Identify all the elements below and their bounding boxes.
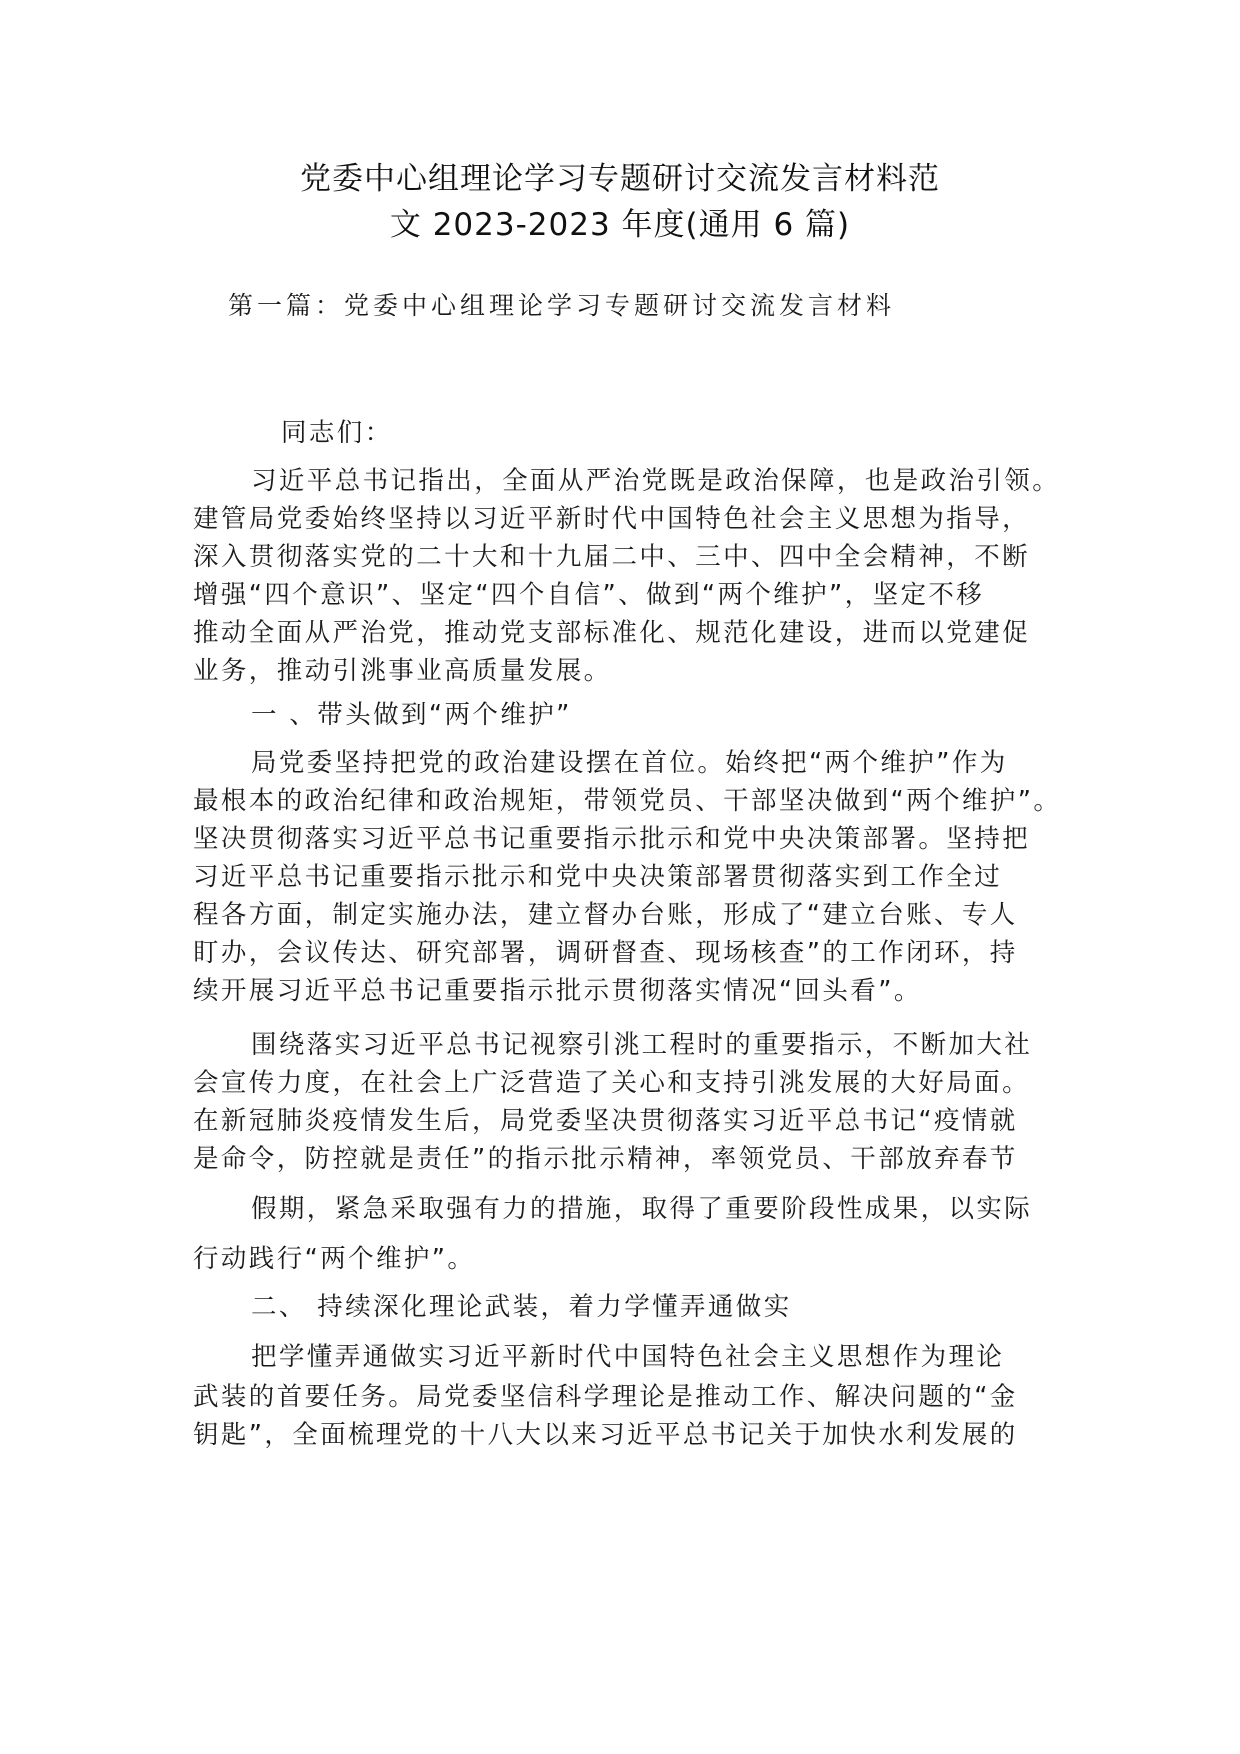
paragraph-line: 假期，紧急采取强有力的措施，取得了重要阶段性成果，以实际 [251,1194,1033,1224]
paragraph-line: 行动践行“两个维护”。 [193,1244,476,1274]
paragraph-line: 局党委坚持把党的政治建设摆在首位。始终把“两个维护”作为 [251,748,1008,778]
paragraph-line: 业务，推动引洮事业高质量发展。 [193,656,612,686]
section-subtitle: 第一篇：党委中心组理论学习专题研讨交流发言材料 [228,291,896,320]
paragraph-line: 在新冠肺炎疫情发生后，局党委坚决贯彻落实习近平总书记“疫情就 [193,1106,1018,1136]
paragraph-line: 建管局党委始终坚持以习近平新时代中国特色社会主义思想为指导， [193,504,1031,534]
paragraph-line: 会宣传力度，在社会上广泛营造了关心和支持引洮发展的大好局面。 [193,1068,1031,1098]
paragraph-line: 是命令，防控就是责任”的指示批示精神，率领党员、干部放弃春节 [193,1144,1018,1174]
paragraph-line: 深入贯彻落实党的二十大和十九届二中、三中、四中全会精神，不断 [193,542,1031,572]
section-heading-1: 一 、带头做到“两个维护” [251,700,572,730]
title-line-1: 党委中心组理论学习专题研讨交流发言材料范 [300,161,940,197]
paragraph-line: 钥匙”，全面梳理党的十八大以来习近平总书记关于加快水利发展的 [193,1420,1018,1450]
paragraph-line: 习近平总书记指出，全面从严治党既是政治保障，也是政治引领。 [251,466,1061,496]
paragraph-line: 习近平总书记重要指示批示和党中央决策部署贯彻落实到工作全过 [193,862,1003,892]
paragraph-line: 续开展习近平总书记重要指示批示贯彻落实情况“回头看”。 [193,976,922,1006]
paragraph-line: 程各方面，制定实施办法，建立督办台账，形成了“建立台账、专人 [193,900,1018,930]
paragraph-line: 推动全面从严治党，推动党支部标准化、规范化建设，进而以党建促 [193,618,1031,648]
document-body [193,0,1062,1754]
paragraph-line: 盯办，会议传达、研究部署，调研督查、现场核查”的工作闭环，持 [193,938,1018,968]
title-line-2: 文 2023-2023 年度(通用 6 篇) [389,207,851,243]
salutation: 同志们： [281,418,393,448]
paragraph-line: 增强“四个意识”、坚定“四个自信”、做到“两个维护”，坚定不移 [193,580,985,610]
paragraph-line: 最根本的政治纪律和政治规矩，带领党员、干部坚决做到“两个维护”。 [193,786,1062,816]
section-heading-2: 二、 持续深化理论武装，着力学懂弄通做实 [251,1292,792,1322]
paragraph-line: 坚决贯彻落实习近平总书记重要指示批示和党中央决策部署。坚持把 [193,824,1031,854]
paragraph-line: 武装的首要任务。局党委坚信科学理论是推动工作、解决问题的“金 [193,1382,1018,1412]
paragraph-line: 把学懂弄通做实习近平新时代中国特色社会主义思想作为理论 [251,1342,1005,1372]
paragraph-line: 围绕落实习近平总书记视察引洮工程时的重要指示，不断加大社 [251,1030,1033,1060]
